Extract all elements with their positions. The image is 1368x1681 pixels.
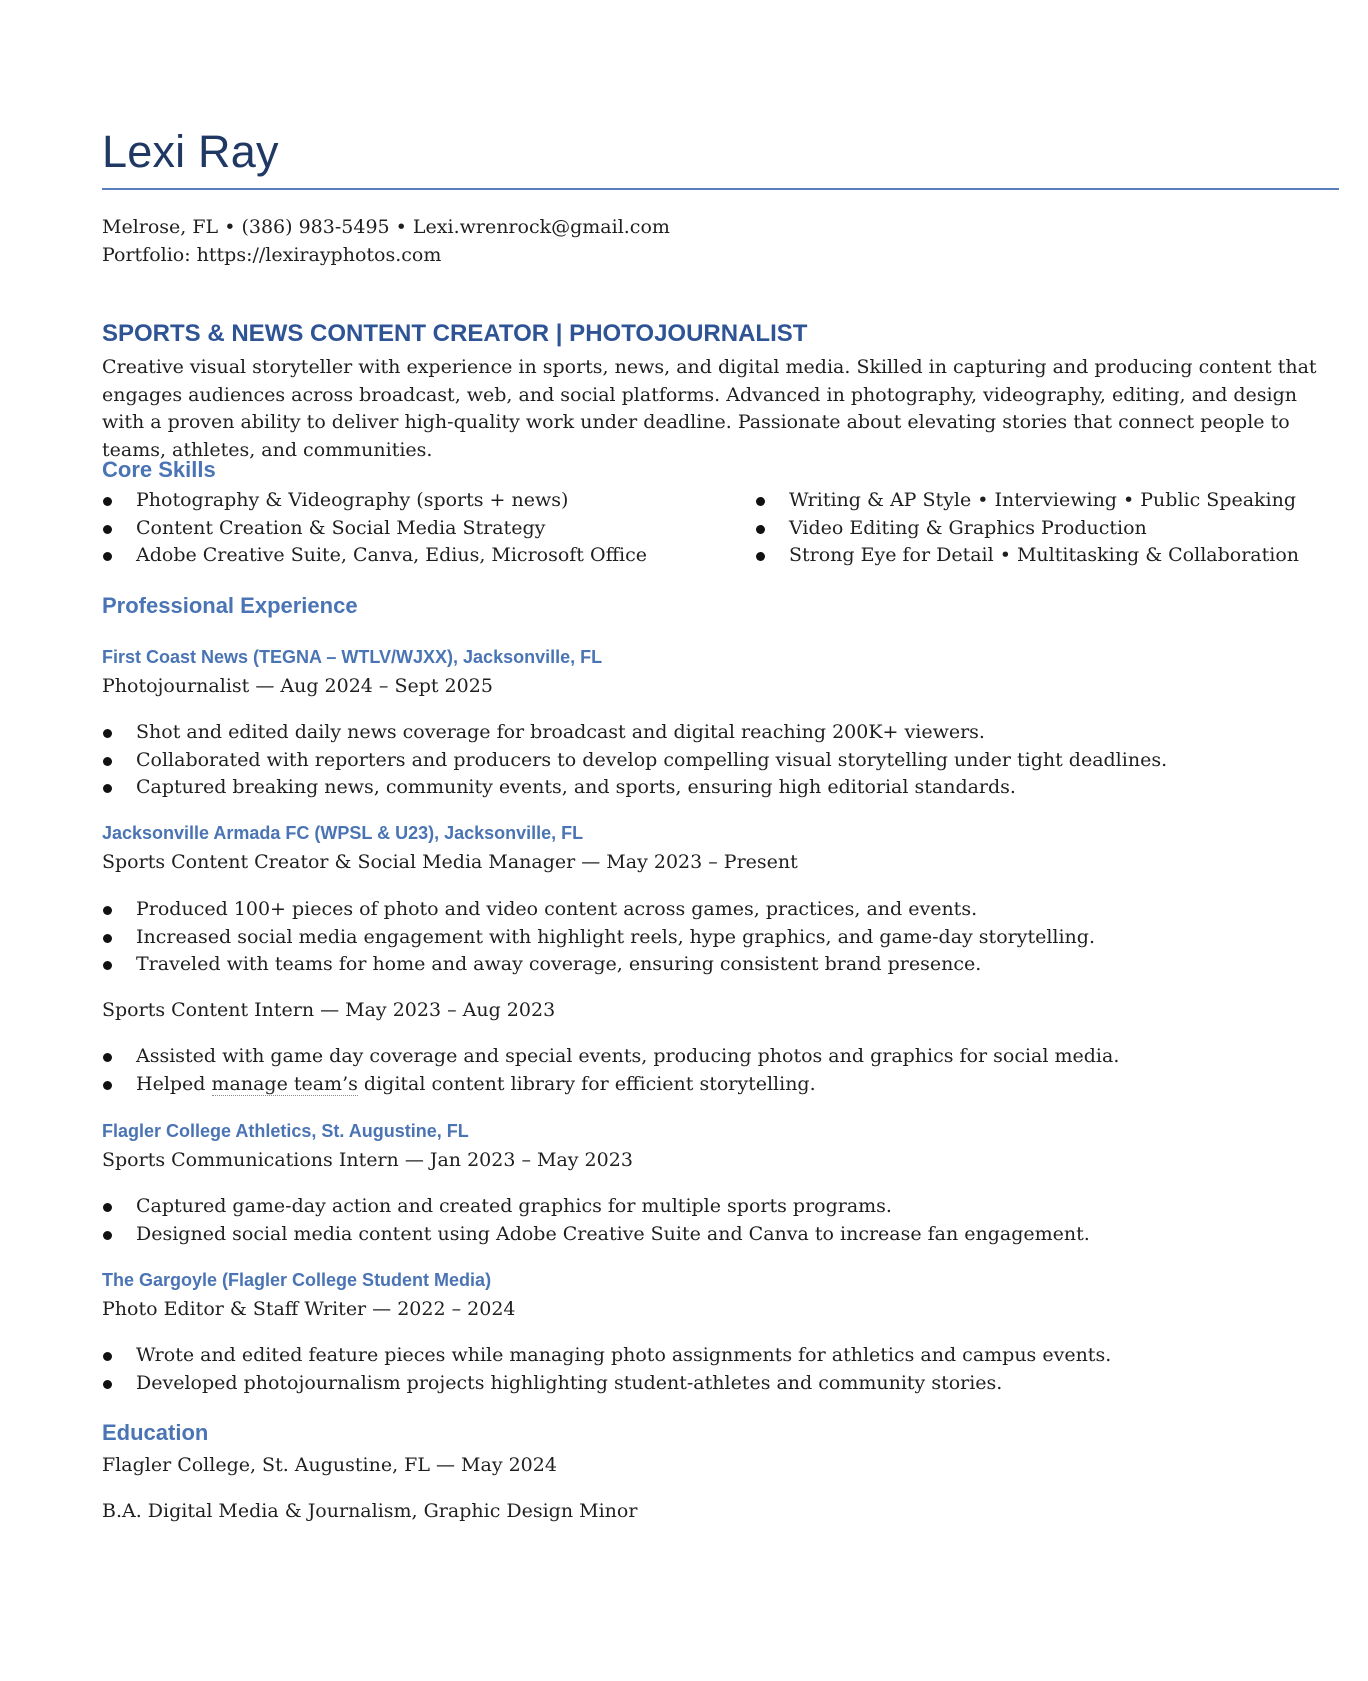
list-item: Shot and edited daily news coverage for broadcast and digital reaching 200K+ viewers. bbox=[102, 719, 1167, 747]
bullet-icon bbox=[103, 1231, 112, 1240]
bullet-icon bbox=[103, 757, 112, 766]
bullet-icon bbox=[756, 497, 765, 506]
list-item: Photography & Videography (sports + news) bbox=[102, 487, 647, 515]
bullet-icon bbox=[103, 552, 112, 561]
bullet-icon bbox=[103, 729, 112, 738]
core-skills-heading: Core Skills bbox=[102, 457, 216, 482]
candidate-name: Lexi Ray bbox=[102, 126, 279, 177]
experience-heading: Professional Experience bbox=[102, 593, 358, 618]
bullet-icon bbox=[103, 1053, 112, 1062]
job-role-secondary: Sports Content Intern — May 2023 – Aug 2023 bbox=[102, 999, 556, 1021]
skills-list-right bbox=[755, 487, 1299, 570]
list-item: Produced 100+ pieces of photo and video content across games, practices, and events. bbox=[102, 896, 1095, 924]
employer-name: Flagler College Athletics, St. Augustine, FL bbox=[102, 1121, 469, 1141]
job-bullets bbox=[102, 719, 1167, 802]
job-bullets bbox=[102, 896, 1095, 979]
list-item: Designed social media content using Adobe Creative Suite and Canva to increase fan engagement. bbox=[102, 1221, 1090, 1249]
job-bullets bbox=[102, 1193, 1090, 1248]
employer-name: The Gargoyle (Flagler College Student Media) bbox=[102, 1270, 492, 1290]
bullet-icon bbox=[103, 525, 112, 534]
list-item: Content Creation & Social Media Strategy bbox=[102, 515, 647, 543]
bullet-icon bbox=[103, 1081, 112, 1090]
bullet-icon bbox=[103, 906, 112, 915]
list-item: Collaborated with reporters and producers to develop compelling visual storytelling under tight deadlines. bbox=[102, 747, 1167, 775]
summary-paragraph: Creative visual storyteller with experience in sports, news, and digital media. Skilled in capturing and producing content that engages audiences across broadcast, web, and social platforms. Advanced in photography, videography, editing, and design with a proven ability to deliver high-quality work under deadline. Passionate about elevating stories that connect people to teams, athletes, and communities. bbox=[102, 356, 1317, 461]
bullet-icon bbox=[103, 1352, 112, 1361]
list-item: Increased social media engagement with highlight reels, hype graphics, and game-day storytelling. bbox=[102, 924, 1095, 952]
headline-title: SPORTS & NEWS CONTENT CREATOR | PHOTOJOURNALIST bbox=[102, 320, 808, 347]
bullet-icon bbox=[103, 497, 112, 506]
list-item: Developed photojournalism projects highlighting student-athletes and community stories. bbox=[102, 1370, 1111, 1398]
header-divider bbox=[102, 188, 1339, 190]
education-heading: Education bbox=[102, 1420, 209, 1445]
job-role: Sports Content Creator & Social Media Manager — May 2023 – Present bbox=[102, 851, 798, 873]
job-role: Photo Editor & Staff Writer — 2022 – 2024 bbox=[102, 1298, 516, 1320]
bullet-icon bbox=[103, 1380, 112, 1389]
employer-name: First Coast News (TEGNA – WTLV/WJXX), Jacksonville, FL bbox=[102, 647, 603, 667]
list-item: Writing & AP Style • Interviewing • Public Speaking bbox=[755, 487, 1299, 515]
portfolio-line: Portfolio: https://lexirayphotos.com bbox=[102, 244, 442, 266]
job-role: Photojournalist — Aug 2024 – Sept 2025 bbox=[102, 675, 493, 697]
list-item: Wrote and edited feature pieces while managing photo assignments for athletics and campus events. bbox=[102, 1342, 1111, 1370]
list-item: Helped manage team’s digital content library for efficient storytelling. bbox=[102, 1071, 1119, 1099]
bullet-icon bbox=[756, 525, 765, 534]
education-school: Flagler College, St. Augustine, FL — May 2024 bbox=[102, 1454, 557, 1476]
bullet-icon bbox=[103, 961, 112, 970]
bullet-icon bbox=[103, 784, 112, 793]
education-degree: B.A. Digital Media & Journalism, Graphic Design Minor bbox=[102, 1500, 638, 1522]
list-item: Assisted with game day coverage and special events, producing photos and graphics for social media. bbox=[102, 1043, 1119, 1071]
list-item: Captured game-day action and created graphics for multiple sports programs. bbox=[102, 1193, 1090, 1221]
list-item: Video Editing & Graphics Production bbox=[755, 515, 1299, 543]
bullet-icon bbox=[103, 1203, 112, 1212]
job-role: Sports Communications Intern — Jan 2023 – May 2023 bbox=[102, 1149, 633, 1171]
list-item: Strong Eye for Detail • Multitasking & Collaboration bbox=[755, 542, 1299, 570]
list-item: Traveled with teams for home and away coverage, ensuring consistent brand presence. bbox=[102, 951, 1095, 979]
bullet-icon bbox=[756, 552, 765, 561]
employer-name: Jacksonville Armada FC (WPSL & U23), Jacksonville, FL bbox=[102, 823, 584, 843]
bullet-icon bbox=[103, 934, 112, 943]
list-item: Adobe Creative Suite, Canva, Edius, Microsoft Office bbox=[102, 542, 647, 570]
job-bullets bbox=[102, 1342, 1111, 1397]
skills-list-left bbox=[102, 487, 647, 570]
list-item: Captured breaking news, community events, and sports, ensuring high editorial standards. bbox=[102, 774, 1167, 802]
job-bullets bbox=[102, 1043, 1119, 1098]
contact-line: Melrose, FL • (386) 983-5495 • Lexi.wrenrock@gmail.com bbox=[102, 216, 670, 238]
spellcheck-underline: manage team’s bbox=[211, 1072, 358, 1095]
